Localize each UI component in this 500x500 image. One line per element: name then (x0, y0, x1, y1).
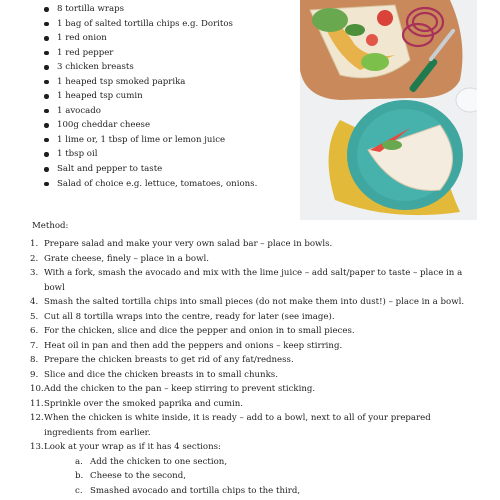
ingredient-item: 1 heaped tsp smoked paprika (30, 75, 298, 90)
substep-group (30, 455, 470, 499)
method-step (30, 266, 470, 295)
substep-item (44, 455, 470, 470)
step-number: 1. (30, 239, 39, 249)
step-number: 11. (30, 398, 44, 409)
ingredient-item: 1 tbsp oil (30, 147, 298, 162)
step-text: Grate cheese, finely – place in a bowl. (44, 253, 209, 264)
step-text: Heat oil in pan and then add the peppers and onions – keep stirring. (44, 340, 343, 351)
recipe-photo-illustration (300, 0, 477, 220)
step-number: 2. (30, 253, 39, 264)
step-text: Sprinkle over the smoked paprika and cumin. (44, 398, 244, 409)
lettuce-mid (345, 24, 365, 36)
ingredient-item: 1 avocado (30, 104, 298, 119)
step-number: 7. (30, 340, 39, 351)
ingredient-item: 1 lime or, 1 tbsp of lime or lemon juice (30, 133, 298, 148)
substep-letter: c. (75, 485, 83, 496)
step-number: 9. (30, 369, 39, 380)
ingredient-item: 1 red pepper (30, 46, 298, 61)
method-step (30, 368, 470, 383)
ingredient-item: 8 tortilla wraps (30, 2, 298, 17)
step-text: For the chicken, slice and dice the pepper and onion in to small pieces. (44, 326, 355, 336)
substep-text: Add the chicken to one section, (90, 456, 228, 467)
step-text: With a fork, smash the avocado and mix with the lime juice – add salt/paper to taste – place in a bowl (44, 268, 463, 293)
step-text: Smash the salted tortilla chips into small pieces (do not make them into dust!) – place in a bowl. (44, 297, 465, 307)
method-step (30, 295, 470, 310)
substep-letter: a. (75, 456, 83, 467)
step-number: 13. (30, 442, 44, 452)
method-step (30, 397, 470, 412)
step-number: 5. (30, 311, 39, 322)
ingredient-item: 1 heaped tsp cumin (30, 89, 298, 104)
tomato-slice-2 (366, 34, 378, 46)
ingredient-item: 3 chicken breasts (30, 60, 298, 75)
step-number: 6. (30, 326, 39, 336)
substep-letter: b. (75, 471, 84, 481)
step-text: Look at your wrap as if it has 4 sections: (44, 442, 221, 452)
method-step (30, 411, 470, 440)
method-step (30, 310, 470, 325)
step-number: 4. (30, 297, 39, 307)
ingredient-item: 1 red onion (30, 31, 298, 46)
method-step (30, 252, 470, 267)
substep-item (44, 484, 470, 499)
ingredient-item: Salad of choice e.g. lettuce, tomatoes, onions. (30, 177, 298, 192)
step-text: Prepare salad and make your very own salad bar – place in bowls. (44, 239, 333, 249)
step-number: 3. (30, 268, 39, 278)
method-step (30, 440, 470, 455)
wrap-lettuce (382, 140, 402, 150)
ingredients-list (30, 2, 298, 191)
substep-list (44, 455, 470, 499)
step-number: 10. (30, 384, 44, 394)
step-text: Add the chicken to the pan – keep stirring to prevent sticking. (44, 384, 316, 394)
lettuce-left (312, 8, 348, 32)
method-step (30, 353, 470, 368)
method-steps (30, 237, 470, 498)
tomato-slice (377, 10, 393, 26)
ingredient-item: 100g cheddar cheese (30, 118, 298, 133)
avocado-mash (361, 53, 389, 71)
substep-text: Cheese to the second, (90, 471, 186, 481)
step-text: When the chicken is white inside, it is ready – add to a bowl, next to all of your prepared ingredients from earlier. (44, 413, 431, 438)
substep-item (44, 469, 470, 484)
method-step (30, 339, 470, 354)
step-text: Cut all 8 tortilla wraps into the centre, ready for later (see image). (44, 311, 335, 322)
method-step (30, 382, 470, 397)
step-number: 8. (30, 355, 39, 365)
method-step (30, 324, 470, 339)
method-heading: Method: (32, 221, 69, 231)
substep-text: Smashed avocado and tortilla chips to the third, (90, 485, 301, 496)
recipe-photo (300, 0, 477, 220)
method-step (30, 237, 470, 252)
step-number: 12. (30, 413, 44, 423)
ingredient-item: 1 bag of salted tortilla chips e.g. Doritos (30, 17, 298, 32)
ingredient-item: Salt and pepper to taste (30, 162, 298, 177)
step-text: Slice and dice the chicken breasts in to small chunks. (44, 369, 278, 380)
step-text: Prepare the chicken breasts to get rid of any fat/redness. (44, 355, 294, 365)
